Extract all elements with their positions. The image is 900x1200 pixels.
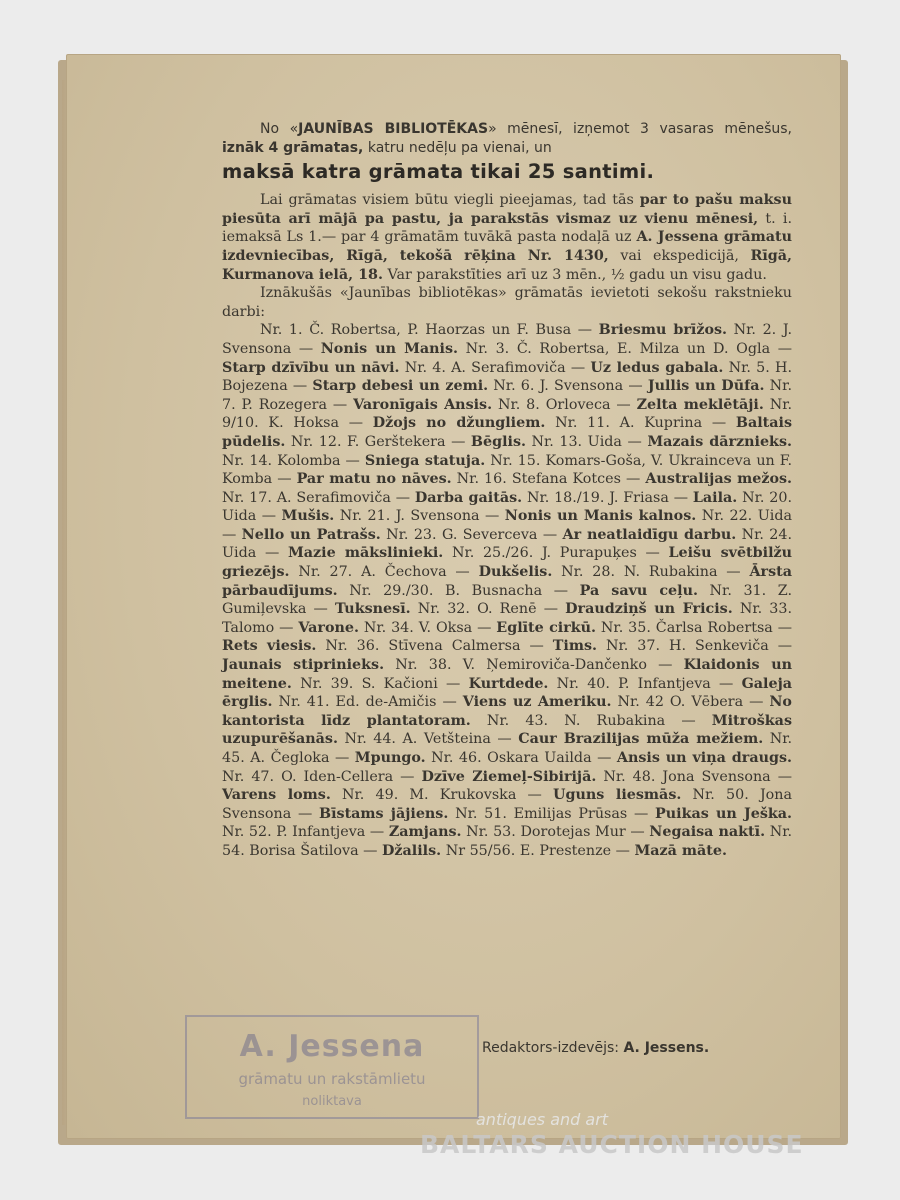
entry-number: Nr. 45. xyxy=(222,731,793,766)
lead-part3: katru nedēļu pa vienai, un xyxy=(367,139,552,156)
entry-number: Nr. 17. xyxy=(222,489,272,506)
catalog-entry: Nr. 48. Jona Svensona — Varens loms. xyxy=(222,768,793,804)
catalog-entry: Nr. 45. A. Čegloka — Mpungo. xyxy=(222,731,793,766)
entry-author: K. Hoksa xyxy=(268,415,339,432)
entry-title: Nello un Patrašs. xyxy=(241,526,381,543)
entry-number: Nr. 3. xyxy=(465,340,510,357)
entry-title: Caur Brazilijas mūža mežiem. xyxy=(518,731,764,748)
entry-title: Eglīte cirkū. xyxy=(496,619,597,636)
entry-author: Ed. de-Amičis xyxy=(335,694,437,711)
catalog-entry: Nr. 28. N. Rubakina — Ārsta pārbaudījums. xyxy=(222,564,792,599)
catalog-entry: Nr. 35. Čarlsa Robertsa — Rets viesis. xyxy=(222,619,792,655)
entry-title: Ansis un viņa draugs. xyxy=(616,750,792,766)
entry-author: Č. Robertsa, P. Haorzas un F. Busa xyxy=(309,322,572,339)
entry-author: V. Oksa xyxy=(418,619,473,636)
entry-title: Uguns liesmās. xyxy=(553,787,682,804)
entry-author: Borisa Šatilova xyxy=(249,842,359,859)
entry-number: Nr. 13. xyxy=(531,433,583,450)
catalog-list xyxy=(222,321,792,860)
catalog-entry: Nr. 7. P. Rozegera — Varonīgais Ansis. xyxy=(222,378,792,413)
entry-title: Baltais pūdelis. xyxy=(222,415,793,450)
entry-title: Džojs no džungliem. xyxy=(372,415,546,432)
entry-author: Čarlsa Robertsa xyxy=(655,619,773,636)
entry-number: Nr. 25./26. xyxy=(451,545,534,562)
catalog-entry: Nr. 53. Dorotejas Mur — Negaisa naktī. xyxy=(466,824,766,841)
entry-number: Nr. 44. xyxy=(344,731,396,748)
entry-author: Uida xyxy=(757,508,793,525)
entry-number: Nr. 53. xyxy=(466,824,516,841)
entry-number: Nr. 20. xyxy=(742,489,792,506)
catalog-entry: Nr. 52. P. Infantjeva — Zamjans. xyxy=(222,824,462,841)
catalog-entry: Nr. 24. Uida — Mazie mākslinieki. xyxy=(222,526,793,562)
catalog-entry: Nr. 51. Emilijas Prūsas — Puikas un Ješka. xyxy=(455,805,793,822)
stamp-line3: noliktava xyxy=(302,1094,362,1109)
entry-number: Nr. 54. xyxy=(222,824,793,859)
catalog-entry: Nr. 33. Talomo — Varone. xyxy=(222,601,793,636)
entry-author: Talomo xyxy=(222,619,275,636)
entry-title: Pa savu ceļu. xyxy=(579,582,698,599)
entry-number: Nr. 18./19. xyxy=(526,489,605,506)
entry-title: Briesmu brīžos. xyxy=(598,322,728,339)
entry-title: Darba gaitās. xyxy=(414,489,523,506)
entry-number: Nr. 27. xyxy=(298,564,353,581)
catalog-entry: Nr. 6. J. Svensona — Jullis un Dūfa. xyxy=(493,378,765,395)
catalog-entry: Nr. 49. M. Krukovska — Uguns liesmās. xyxy=(342,787,682,804)
entry-number: Nr. 39. xyxy=(300,675,354,692)
catalog-entry: Nr. 43. N. Rubakina — Mitroškas uzupurēšanās. xyxy=(222,712,792,748)
entry-number: Nr. 42 xyxy=(617,694,664,711)
entry-author: M. Krukovska xyxy=(409,787,517,804)
entry-number: Nr. 37. xyxy=(605,638,660,655)
entry-author: A. Čechova xyxy=(361,564,447,581)
entry-author: B. Busnacha xyxy=(445,582,543,599)
entry-author: Stīvena Calmersa xyxy=(388,638,521,655)
entry-author: O. Vēbera xyxy=(669,694,744,711)
entry-number: Nr. 24. xyxy=(741,526,793,543)
entry-title: Viens uz Ameriku. xyxy=(462,694,612,711)
entry-author: P. Rozegera xyxy=(241,396,328,413)
library-stamp xyxy=(185,1015,479,1119)
entry-number: Nr. 35. xyxy=(600,619,651,636)
stamp-line1: A. Jessena xyxy=(239,1029,425,1064)
entry-title: Draudziņš un Fricis. xyxy=(565,601,733,618)
entry-title: Jullis un Dūfa. xyxy=(647,378,765,395)
entry-title: Ārsta pārbaudījums. xyxy=(222,564,792,599)
entry-author: P. Infantjeva xyxy=(276,824,366,841)
entry-title: Zamjans. xyxy=(388,824,462,841)
entry-number: Nr. 38. xyxy=(395,657,452,674)
entry-title: Kurtdede. xyxy=(468,675,549,692)
entry-number: Nr. 9/10. xyxy=(222,396,793,432)
entry-author: Stefana Kotces xyxy=(511,471,621,488)
entry-author: A. Serafimoviča xyxy=(276,489,391,506)
entry-author: Komars-Goša, V. Ukrainceva un F. Komba xyxy=(222,452,793,488)
catalog-entry: Nr. 18./19. J. Friasa — Laila. xyxy=(526,489,738,506)
entry-author: H. Bojezena xyxy=(222,359,793,395)
entry-number: Nr. 46. xyxy=(431,750,482,766)
entry-title: Tuksnesī. xyxy=(334,601,411,618)
catalog-entry: Nr. 25./26. J. Purapuķes — Leišu svētbilžu griezējs. xyxy=(222,545,793,581)
entry-title: Dzīve Ziemeļ-Sibirijā. xyxy=(421,768,597,785)
catalog-entry: Nr. 12. F. Gerštekera — Bēglis. xyxy=(290,433,526,450)
entry-number: Nr. 22. xyxy=(701,508,753,525)
entry-title: Mitroškas uzupurēšanās. xyxy=(222,712,792,748)
lead-issues: iznāk 4 grāmatas, xyxy=(222,139,364,156)
catalog-entry: Nr. 54. Borisa Šatilova — Džalils. xyxy=(222,824,793,859)
entry-title: Mazā māte. xyxy=(634,842,727,859)
catalog-entry: Nr. 29./30. B. Busnacha — Pa savu ceļu. xyxy=(349,582,698,599)
entry-number: Nr. 7. xyxy=(222,378,792,413)
entry-title: Galeja ērglis. xyxy=(222,675,792,711)
catalog-entry: Nr. 27. A. Čechova — Dukšelis. xyxy=(298,564,553,581)
entry-title: Mazais dārznieks. xyxy=(647,433,792,450)
catalog-entry: Nr. 39. S. Kačioni — Kurtdede. xyxy=(300,675,549,692)
entry-number: Nr. 1. xyxy=(260,322,303,339)
subscription-paragraph xyxy=(222,191,792,284)
subscription-text3: vai ekspedicijā, xyxy=(620,247,739,264)
entry-author: Oskara Uailda xyxy=(487,750,592,766)
entry-author: Z. Gumiļevska xyxy=(222,582,793,618)
entry-author: J. Svensona xyxy=(539,378,624,395)
entry-author: Orloveca xyxy=(545,396,611,413)
catalog-entry: Nr. 46. Oskara Uailda — Ansis un viņa draugs. xyxy=(431,750,792,766)
entry-number: Nr. 4. xyxy=(404,359,446,376)
entry-author: J. Svensona xyxy=(395,508,480,525)
watermark-large: BALTARS AUCTION HOUSE xyxy=(420,1130,804,1159)
auction-watermark xyxy=(420,1110,820,1159)
entry-number: Nr. 8. xyxy=(497,396,540,413)
entry-title: Australijas mežos. xyxy=(645,471,793,488)
entry-title: Klaidonis un meitene. xyxy=(222,657,792,692)
entry-number: Nr 55/56. xyxy=(445,842,516,859)
entry-number: Nr. 23. xyxy=(386,526,437,543)
entry-number: Nr. 43. xyxy=(486,712,549,729)
catalog-entry: Nr. 9/10. K. Hoksa — Džojs no džungliem. xyxy=(222,396,793,432)
editor-line xyxy=(482,1040,709,1056)
catalog-entry: Nr. 14. Kolomba — Sniega statuja. xyxy=(222,452,486,469)
catalog-entry: Nr. 42 O. Vēbera — No kantorista līdz plantatoram. xyxy=(222,694,792,729)
entry-title: Mušis. xyxy=(281,508,335,525)
catalog-entry: Nr. 47. O. Iden-Cellera — Dzīve Ziemeļ-Sibirijā. xyxy=(222,768,597,785)
catalog-entry: Nr. 40. P. Infantjeva — Galeja ērglis. xyxy=(222,675,792,711)
entry-author: N. Rubakina xyxy=(623,564,718,581)
entry-author: Emilijas Prūsas xyxy=(513,805,628,822)
entry-author: Č. Robertsa, E. Milza un D. Ogla xyxy=(516,340,771,357)
entry-author: H. Senkeviča xyxy=(668,638,769,655)
entry-author: Uida xyxy=(222,545,257,562)
catalog-entry: Nr. 37. H. Senkeviča — Jaunais stiprinieks. xyxy=(222,638,793,674)
entry-title: No kantorista līdz plantatoram. xyxy=(222,694,792,729)
entry-title: Ar neatlaidīgu darbu. xyxy=(562,526,737,543)
catalog-entry: Nr. 23. G. Severceva — Ar neatlaidīgu darbu. xyxy=(386,526,737,543)
catalog-entry: Nr. 38. V. Ņemiroviča-Dančenko — Klaidonis un meitene. xyxy=(222,657,792,692)
entry-author: O. Renē xyxy=(477,601,537,618)
series-name: JAUNĪBAS BIBLIOTĒKAS xyxy=(298,121,489,137)
entry-number: Nr. 2. xyxy=(733,322,777,339)
entry-number: Nr. 34. xyxy=(363,619,414,636)
entry-title: Dukšelis. xyxy=(478,564,553,581)
entry-number: Nr. 47. xyxy=(222,768,275,785)
editor-label: Redaktors-izdevējs: xyxy=(482,1040,619,1056)
entry-author: N. Rubakina xyxy=(564,712,666,729)
entry-number: Nr. 48. xyxy=(603,768,656,785)
entry-author: S. Kačioni xyxy=(361,675,438,692)
entry-author: A. Serafimoviča xyxy=(451,359,566,376)
entry-title: Puikas un Ješka. xyxy=(655,805,793,822)
entry-number: Nr. 52. xyxy=(222,824,272,841)
list-intro: Iznākušās «Jaunības bibliotēkas» grāmatās ievietoti sekošu rakstnieku darbi: xyxy=(222,285,792,320)
entry-number: Nr. 32. xyxy=(417,601,470,618)
entry-number: Nr. 5. xyxy=(728,359,770,376)
entry-title: Laila. xyxy=(692,489,738,506)
catalog-entry: Nr. 16. Stefana Kotces — Australijas mežos. xyxy=(456,471,793,488)
catalog-entry: Nr. 21. J. Svensona — Nonis un Manis kalnos. xyxy=(339,508,697,525)
catalog-entry: Nr. 44. A. Vetšteina — Caur Brazilijas mūža mežiem. xyxy=(344,731,764,748)
entry-author: Uida xyxy=(222,508,257,525)
entry-author: Kolomba xyxy=(277,452,341,469)
entry-number: Nr. 14. xyxy=(222,452,273,469)
entry-title: Uz ledus gabala. xyxy=(590,359,724,376)
entry-title: Sniega statuja. xyxy=(364,452,486,469)
entry-author: A. Vetšteina xyxy=(402,731,491,748)
subscription-bold2: A. Jessena grāmatu izdevniecības, Rīgā, tekošā rēķina Nr. 1430, xyxy=(222,229,792,264)
entry-title: Zelta meklētāji. xyxy=(636,396,764,413)
entry-title: Varens loms. xyxy=(222,787,331,804)
entry-author: J. Svensona xyxy=(222,322,792,357)
catalog-entry: Nr. 41. Ed. de-Amičis — Viens uz Ameriku. xyxy=(278,694,612,711)
entry-author: G. Severceva xyxy=(441,526,538,543)
entry-title: Nonis un Manis. xyxy=(320,340,459,357)
entry-number: Nr. 51. xyxy=(455,805,507,822)
entry-number: Nr. 29./30. xyxy=(349,582,434,599)
entry-number: Nr. 31. xyxy=(709,582,767,599)
catalog-entry: Nr. 36. Stīvena Calmersa — Tims. xyxy=(325,638,597,655)
advertisement-text xyxy=(222,120,792,861)
entry-author: F. Gerštekera xyxy=(347,433,446,450)
entry-author: Uida xyxy=(587,433,622,450)
editor-name: A. Jessens. xyxy=(623,1040,710,1056)
catalog-entry: Nr. 11. A. Kuprina — Baltais pūdelis. xyxy=(222,415,793,450)
entry-number: Nr. 41. xyxy=(278,694,330,711)
subscription-text4: Var parakstīties arī uz 3 mēn., ½ gadu un visu gadu. xyxy=(387,266,767,283)
entry-number: Nr. 28. xyxy=(561,564,616,581)
watermark-small: antiques and art xyxy=(476,1110,609,1129)
entry-title: Mazie mākslinieki. xyxy=(287,545,444,562)
lead-paragraph xyxy=(222,120,792,157)
entry-title: Tims. xyxy=(552,638,597,655)
entry-title: Par matu no nāves. xyxy=(296,471,452,488)
entry-author: V. Ņemiroviča-Dančenko xyxy=(462,657,647,674)
entry-number: Nr. 36. xyxy=(325,638,380,655)
entry-author: A. Kuprina xyxy=(619,415,703,432)
entry-author: Jona Svensona xyxy=(222,787,793,822)
subscription-text2: t. i. iemaksā Ls 1.— par 4 grāmatām tuvākā pasta nodaļā uz xyxy=(222,210,793,246)
entry-title: Mpungo. xyxy=(354,750,426,766)
entry-title: Bēglis. xyxy=(470,433,526,450)
catalog-entry: Nr. 3. Č. Robertsa, E. Milza un D. Ogla — Starp dzīvību un nāvi. xyxy=(222,340,793,376)
entry-author: A. Čegloka xyxy=(250,750,330,766)
catalog-entry: Nr. 50. Jona Svensona — Bīstams jājiens. xyxy=(222,787,793,822)
subscription-bold3: Rīgā, Kurmanova ielā, 18. xyxy=(222,247,792,283)
entry-title: Starp dzīvību un nāvi. xyxy=(222,359,400,376)
entry-author: O. Iden-Cellera xyxy=(281,768,394,785)
catalog-entry: Nr. 17. A. Serafimoviča — Darba gaitās. xyxy=(222,489,523,506)
entry-number: Nr. 6. xyxy=(493,378,535,395)
entry-author: P. Infantjeva xyxy=(618,675,711,692)
entry-author: J. Friasa xyxy=(609,489,669,506)
entry-number: Nr. 49. xyxy=(342,787,399,804)
catalog-entry: Nr. 8. Orloveca — Zelta meklētāji. xyxy=(497,396,764,413)
entry-author: Jona Svensona xyxy=(662,768,771,785)
catalog-entry: Nr. 13. Uida — Mazais dārznieks. xyxy=(531,433,792,450)
entry-number: Nr. 12. xyxy=(290,433,342,450)
entry-number: Nr. 40. xyxy=(556,675,610,692)
entry-number: Nr. 16. xyxy=(456,471,507,488)
entry-title: Džalils. xyxy=(382,842,442,859)
catalog-entry: Nr. 22. Uida — Nello un Patrašs. xyxy=(222,508,793,543)
catalog-entry: Nr. 31. Z. Gumiļevska — Tuksnesī. xyxy=(222,582,793,618)
entry-title: Varone. xyxy=(298,619,359,636)
catalog-entry: Nr. 2. J. Svensona — Nonis un Manis. xyxy=(222,322,792,357)
catalog-entry: Nr. 1. Č. Robertsa, P. Haorzas un F. Busa — Briesmu brīžos. xyxy=(260,322,728,339)
entry-number: Nr. 21. xyxy=(339,508,391,525)
stamp-line2: grāmatu un rakstāmlietu xyxy=(238,1070,426,1088)
entry-author: E. Prestenze xyxy=(519,842,612,859)
catalog-entry: Nr. 4. A. Serafimoviča — Uz ledus gabala. xyxy=(404,359,724,376)
entry-title: Bīstams jājiens. xyxy=(319,805,449,822)
entry-number: Nr. 33. xyxy=(739,601,793,618)
lead-part2: » mēnesī, izņemot 3 vasaras mēnešus, xyxy=(488,121,792,137)
entry-title: Nonis un Manis kalnos. xyxy=(504,508,697,525)
entry-number: Nr. 15. xyxy=(490,452,541,469)
subscription-text1: Lai grāmatas visiem būtu viegli pieejamas, tad tās xyxy=(260,192,634,209)
price-line: maksā katra grāmata tikai 25 santimi. xyxy=(222,160,655,184)
entry-number: Nr. 50. xyxy=(692,787,749,804)
lead-part1: No « xyxy=(260,121,299,137)
subscription-bold1: par to pašu maksu piesūta arī mājā pa pastu, ja parakstās vismaz uz vienu mēnesi, xyxy=(222,192,793,227)
catalog-paragraph xyxy=(222,321,792,860)
catalog-entry: Nr. 15. Komars-Goša, V. Ukrainceva un F. Komba — Par matu no nāves. xyxy=(222,452,793,488)
entry-number: Nr. 11. xyxy=(555,415,610,432)
catalog-entry: Nr. 5. H. Bojezena — Starp debesi un zemi. xyxy=(222,359,793,395)
entry-title: Leišu svētbilžu griezējs. xyxy=(222,545,793,581)
catalog-entry: Nr. 34. V. Oksa — Eglīte cirkū. xyxy=(363,619,597,636)
entry-title: Negaisa naktī. xyxy=(649,824,766,841)
entry-author: Dorotejas Mur xyxy=(520,824,626,841)
entry-title: Rets viesis. xyxy=(222,638,317,655)
catalog-entry: Nr. 32. O. Renē — Draudziņš un Fricis. xyxy=(417,601,733,618)
entry-author: J. Purapuķes xyxy=(541,545,637,562)
catalog-entry: Nr 55/56. E. Prestenze — Mazā māte. xyxy=(445,842,727,859)
entry-title: Jaunais stiprinieks. xyxy=(222,657,385,674)
catalog-entry: Nr. 20. Uida — Mušis. xyxy=(222,489,792,525)
entry-title: Varonīgais Ansis. xyxy=(353,396,493,413)
entry-title: Starp debesi un zemi. xyxy=(312,378,489,395)
